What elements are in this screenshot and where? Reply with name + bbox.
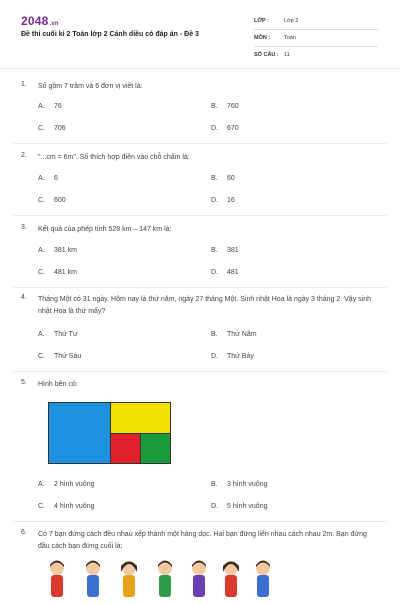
option-text: 2 hình vuông [54,481,95,488]
question-number: 1. [21,81,27,88]
option-letter: D. [211,353,218,360]
meta-value: 11 [284,52,290,58]
option-letter: A. [38,331,45,338]
option-text: 481 km [54,269,77,276]
child-figure [190,560,208,600]
option-text: 760 [227,103,239,110]
option-1d[interactable] [211,125,239,132]
option-letter: A. [38,175,45,182]
worksheet-header [0,0,400,70]
question-number: 5. [21,379,27,386]
question-number: 6. [21,529,27,536]
logo-suffix: .vn [49,21,59,27]
option-letter: B. [211,103,218,110]
option-text: 16 [227,197,235,204]
option-letter: B. [211,331,218,338]
option-3d[interactable] [211,269,239,276]
option-2c[interactable] [38,197,66,204]
question-text: "...cm = 6m". Số thích hợp điền vào chỗ chấm là: [38,154,190,161]
option-text: 5 hình vuông [227,503,268,510]
option-text: 706 [54,125,66,132]
meta-row-class [254,13,378,30]
option-letter: D. [211,125,218,132]
option-text: 6 [54,175,58,182]
meta-label: SỐ CÂU : [254,52,279,58]
option-letter: D. [211,269,218,276]
option-letter: A. [38,247,45,254]
meta-row-count [254,47,378,63]
question-divider [14,215,386,216]
option-3b[interactable] [211,247,239,254]
rectangle-figure [48,402,171,464]
question-text: Kết quả của phép tính 528 km – 147 km là: [38,226,172,233]
figure-blue-square [48,402,111,464]
option-4c[interactable] [38,353,81,360]
question-divider [14,287,386,288]
logo-main: 2048 [21,14,49,28]
option-2d[interactable] [211,197,235,204]
option-text: Thứ Bảy [227,353,254,360]
question-number: 4. [21,294,27,301]
child-figure [222,560,240,600]
question-text: Tháng Một có 31 ngày. Hôm nay là thứ năm, ngày 27 tháng Một. Sinh nhật Hoa là ngày 3 tháng 2. Vậy sinh nhật Hoa là thứ mấy? [38,296,371,315]
question-number: 2. [21,152,27,159]
child-figure [120,560,138,600]
option-5b[interactable] [211,481,267,488]
meta-value: Lớp 2 [284,18,299,24]
meta-value: Toán [284,35,296,41]
child-figure [48,560,66,600]
option-letter: C. [38,353,45,360]
option-letter: A. [38,481,45,488]
option-text: 381 [227,247,239,254]
option-5a[interactable] [38,481,94,488]
option-5c[interactable] [38,503,94,510]
header-divider [0,68,400,69]
option-text: 670 [227,125,239,132]
option-text: Thứ Năm [227,331,257,338]
question-text: Có 7 bạn đứng cách đều nhau xếp thành một hàng dọc. Hai bạn đứng liền nhau cách nhau 2m. Bạn đứng đầu cách bạn đứng cuối là: [38,531,367,550]
option-text: 381 km [54,247,77,254]
option-letter: D. [211,197,218,204]
child-figure [254,560,272,600]
option-text: 76 [54,103,62,110]
question-divider [14,371,386,372]
figure-red-square [110,433,141,464]
child-figure [84,560,102,600]
option-1c[interactable] [38,125,66,132]
option-letter: C. [38,503,45,510]
option-4a[interactable] [38,331,78,338]
meta-row-subject [254,30,378,47]
option-2b[interactable] [211,175,235,182]
option-4d[interactable] [211,353,254,360]
option-5d[interactable] [211,503,267,510]
option-letter: B. [211,175,218,182]
figure-green-square [140,433,171,464]
option-letter: B. [211,481,218,488]
figure-yellow-rect [110,402,171,434]
option-letter: C. [38,197,45,204]
option-text: 481 [227,269,239,276]
option-text: Thứ Tư [54,331,78,338]
option-text: 60 [227,175,235,182]
site-logo[interactable] [21,14,59,28]
option-text: Thứ Sáu [54,353,82,360]
option-text: 4 hình vuông [54,503,95,510]
question-divider [14,521,386,522]
meta-label: LỚP : [254,18,269,24]
meta-box [254,13,378,63]
option-letter: C. [38,125,45,132]
option-2a[interactable] [38,175,58,182]
question-number: 3. [21,224,27,231]
document-title: Đề thi cuối kì 2 Toán lớp 2 Cánh diều có đáp án - Đề 3 [21,31,199,38]
option-letter: B. [211,247,218,254]
option-3a[interactable] [38,247,77,254]
option-letter: C. [38,269,45,276]
question-divider [14,143,386,144]
question-text: Số gồm 7 trăm và 6 đơn vị viết là: [38,83,143,90]
question-text: Hình bên có: [38,381,78,388]
option-letter: D. [211,503,218,510]
option-text: 600 [54,197,66,204]
meta-label: MÔN : [254,35,271,41]
option-letter: A. [38,103,45,110]
child-figure [156,560,174,600]
option-text: 3 hình vuông [227,481,268,488]
option-4b[interactable] [211,331,257,338]
option-1a[interactable] [38,103,62,110]
option-1b[interactable] [211,103,239,110]
option-3c[interactable] [38,269,77,276]
